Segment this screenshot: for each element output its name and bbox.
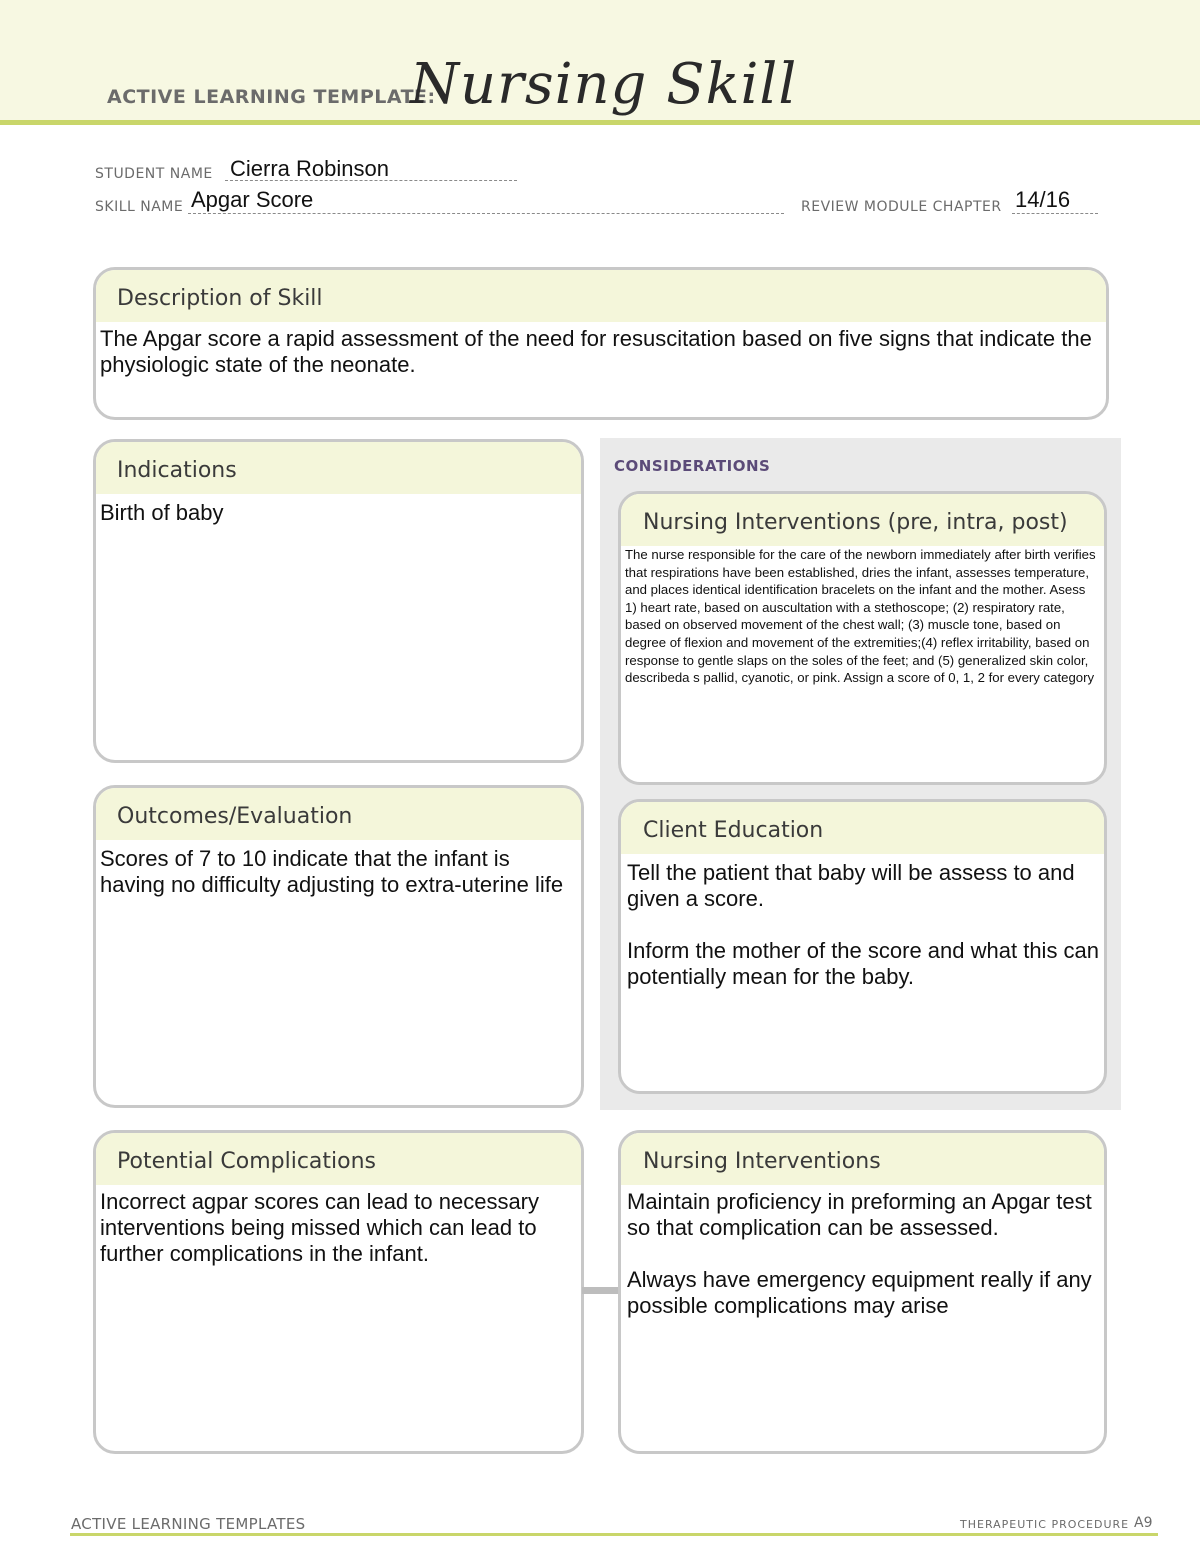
client-education-box [618,799,1107,1094]
client-education-title: Client Education [621,802,1104,854]
description-body[interactable]: The Apgar score a rapid assessment of the need for resuscitation based on five signs that indicate the physiologic state of the neonate. [100,326,1092,377]
skill-name-label: SKILL NAME [95,199,184,215]
student-name-field[interactable]: Cierra Robinson [230,156,389,181]
potential-complications-title: Potential Complications [96,1133,581,1185]
template-label: ACTIVE LEARNING TEMPLATE: [107,86,436,108]
student-name-label: STUDENT NAME [95,166,213,182]
review-module-line [1012,213,1098,214]
footer-right: THERAPEUTIC PROCEDURE [960,1518,1130,1531]
nursing-interventions-pip-body[interactable]: The nurse responsible for the care of the newborn immediately after birth verifies that respirations have been established, dries the infant, assesses temperature, and places identical identification bracelets on the infant and the mother. Asess 1) heart rate, based on auscultation with a stethoscope; (2) respiratory rate, based on observed movement of the chest wall; (3) muscle tone, based on degree of flexion and movement of the extremities;(4) reflex irritability, based on response to gentle slaps on the soles of the feet; and (5) generalized skin color, describeda s pallid, cyanotic, or pink. Assign a score of 0, 1, 2 for every category [625,547,1096,686]
indications-body[interactable]: Birth of baby [100,500,224,525]
outcomes-body[interactable]: Scores of 7 to 10 indicate that the infant is having no difficulty adjusting to extra-uterine life [100,846,564,897]
footer-divider [70,1533,1158,1536]
description-title: Description of Skill [96,270,1106,322]
header-divider [0,120,1200,125]
footer-page-number: A9 [1134,1515,1153,1531]
connector-bar [582,1287,622,1294]
outcomes-box [93,785,584,1108]
skill-name-field[interactable]: Apgar Score [191,187,314,212]
potential-complications-box [93,1130,584,1454]
nursing-interventions-pip-box [618,491,1107,785]
potential-complications-body[interactable]: Incorrect agpar scores can lead to necessary interventions being missed which can lead to further complications in the infant. [100,1189,540,1266]
template-title: Nursing Skill [410,52,798,117]
indications-box [93,439,584,763]
nursing-interventions-body[interactable]: Maintain proficiency in preforming an Apgar test so that complication can be assessed. Always have emergency equipment really if any possible complications may arise [627,1189,1092,1318]
outcomes-title: Outcomes/Evaluation [96,788,581,840]
nursing-interventions-box [618,1130,1107,1454]
review-module-label: REVIEW MODULE CHAPTER [801,199,1002,215]
skill-name-line [188,213,784,214]
nursing-interventions-pip-title: Nursing Interventions (pre, intra, post) [621,494,1104,546]
footer-left: ACTIVE LEARNING TEMPLATES [71,1515,306,1533]
review-module-field[interactable]: 14/16 [1015,187,1071,212]
description-box [93,267,1109,420]
client-education-body[interactable]: Tell the patient that baby will be assess to and given a score. Inform the mother of the score and what this can potentially mean for the baby. [627,860,1100,989]
considerations-label: CONSIDERATIONS [614,457,771,475]
nursing-interventions-title: Nursing Interventions [621,1133,1104,1185]
indications-title: Indications [96,442,581,494]
